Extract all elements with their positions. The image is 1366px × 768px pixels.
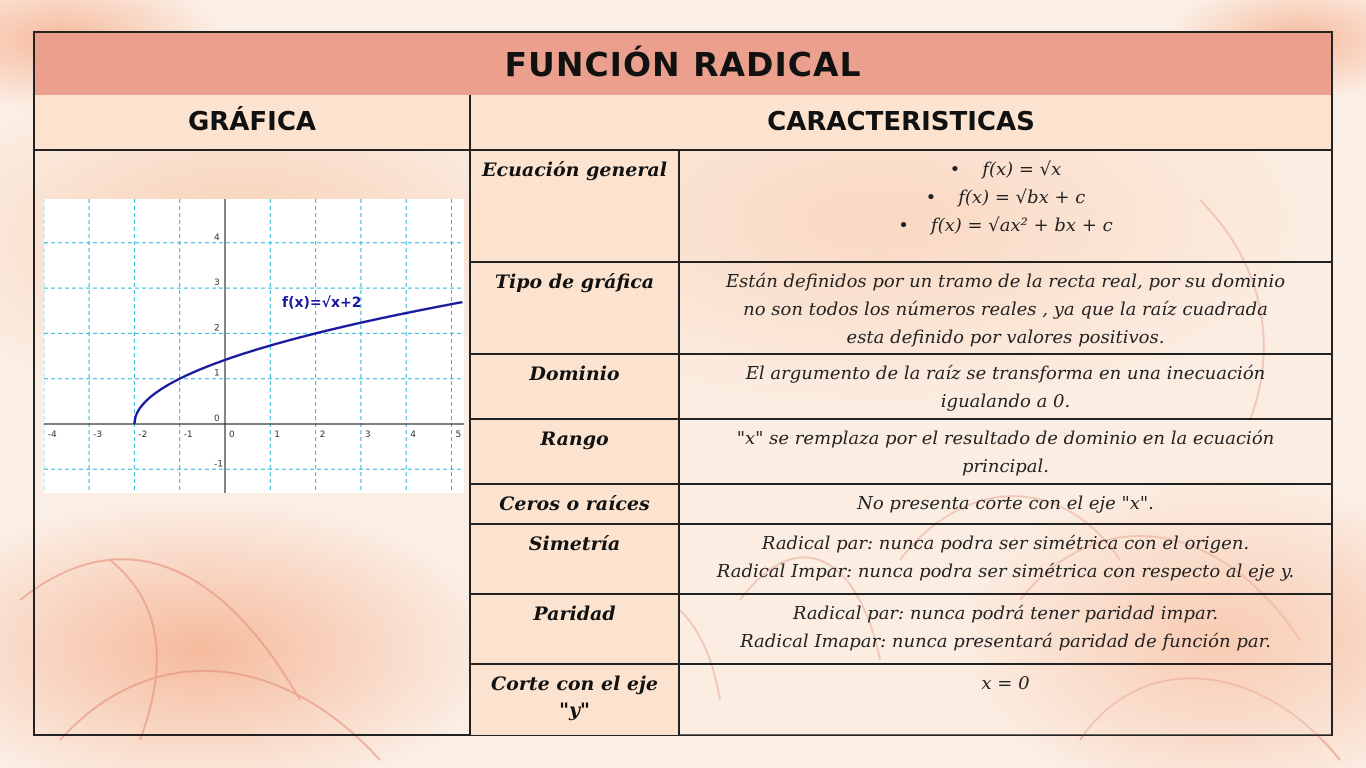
- graph-column-header: GRÁFICA: [35, 95, 471, 151]
- equation-bullet: • f(x) = √bx + c: [686, 184, 1325, 212]
- row-label: Corte con el eje "y": [471, 665, 680, 735]
- row-value: [680, 263, 1331, 353]
- row-symmetry: [471, 525, 1331, 595]
- characteristics-column-header: CARACTERISTICAS: [471, 95, 1331, 151]
- value-line: x = 0: [981, 673, 1030, 694]
- row-value: [680, 665, 1331, 735]
- row-y-intercept: [471, 665, 1331, 735]
- function-label: f(x)=√x+2: [282, 295, 362, 311]
- equation-bullet: • f(x) = √x: [686, 156, 1325, 184]
- row-zeros: [471, 485, 1331, 525]
- y-tick-label: 1: [214, 368, 220, 379]
- y-tick-label: 2: [214, 323, 220, 334]
- y-tick-label: 0: [214, 414, 220, 424]
- x-tick-label: 0: [229, 430, 235, 440]
- value-line: El argumento de la raíz se transforma en una inecuación: [745, 363, 1266, 384]
- value-line: "x" se remplaza por el resultado de dominio en la ecuación: [736, 428, 1275, 449]
- function-graph-plot: [44, 199, 464, 493]
- row-label: Ecuación general: [471, 151, 680, 261]
- x-tick-label: 4: [410, 430, 416, 440]
- value-line: Están definidos por un tramo de la recta real, por su dominio: [725, 271, 1286, 292]
- equation-bullet: • f(x) = √ax² + bx + c: [686, 212, 1325, 240]
- row-label: Ceros o raíces: [471, 485, 680, 523]
- value-line: No presenta corte con el eje "x".: [857, 493, 1154, 514]
- value-line: no son todos los números reales , ya que la raíz cuadrada: [743, 299, 1268, 320]
- function-graph: [44, 199, 464, 493]
- row-label: Rango: [471, 420, 680, 483]
- x-tick-label: -4: [47, 430, 57, 440]
- graph-panel: [35, 151, 471, 736]
- value-line: principal.: [961, 456, 1050, 477]
- value-line: Radical par: nunca podrá tener paridad impar.: [792, 603, 1219, 624]
- row-value: [680, 595, 1331, 663]
- row-value: [680, 485, 1331, 523]
- row-general-equation: [471, 151, 1331, 263]
- row-value: [680, 525, 1331, 593]
- value-line: igualando a 0.: [940, 391, 1071, 412]
- value-line: Radical par: nunca podra ser simétrica con el origen.: [761, 533, 1250, 554]
- y-tick-label: 4: [214, 232, 220, 243]
- x-tick-label: -1: [183, 430, 193, 440]
- row-range: [471, 420, 1331, 485]
- row-domain: [471, 355, 1331, 420]
- x-tick-label: 2: [319, 430, 326, 440]
- y-tick-label: -1: [214, 459, 223, 470]
- row-value: [680, 355, 1331, 418]
- value-line: Radical Impar: nunca podra ser simétrica con respecto al eje y.: [716, 561, 1295, 582]
- radical-function-table: [33, 31, 1333, 736]
- x-tick-label: 1: [274, 430, 281, 440]
- row-value: [680, 420, 1331, 483]
- x-tick-label: 5: [455, 430, 462, 440]
- row-value: [680, 151, 1331, 261]
- value-line: esta definido por valores positivos.: [846, 327, 1165, 348]
- row-label: Paridad: [471, 595, 680, 663]
- row-label: Tipo de gráfica: [471, 263, 680, 353]
- row-parity: [471, 595, 1331, 665]
- x-tick-label: -2: [138, 430, 148, 440]
- x-tick-label: -3: [93, 430, 103, 440]
- y-tick-label: 3: [214, 278, 220, 289]
- page-title: FUNCIÓN RADICAL: [35, 33, 1331, 97]
- row-graph-type: [471, 263, 1331, 355]
- function-curve: [134, 302, 462, 424]
- row-label: Dominio: [471, 355, 680, 418]
- value-line: Radical Imapar: nunca presentará paridad de función par.: [740, 631, 1271, 652]
- row-label: Simetría: [471, 525, 680, 593]
- x-tick-label: 3: [364, 430, 371, 440]
